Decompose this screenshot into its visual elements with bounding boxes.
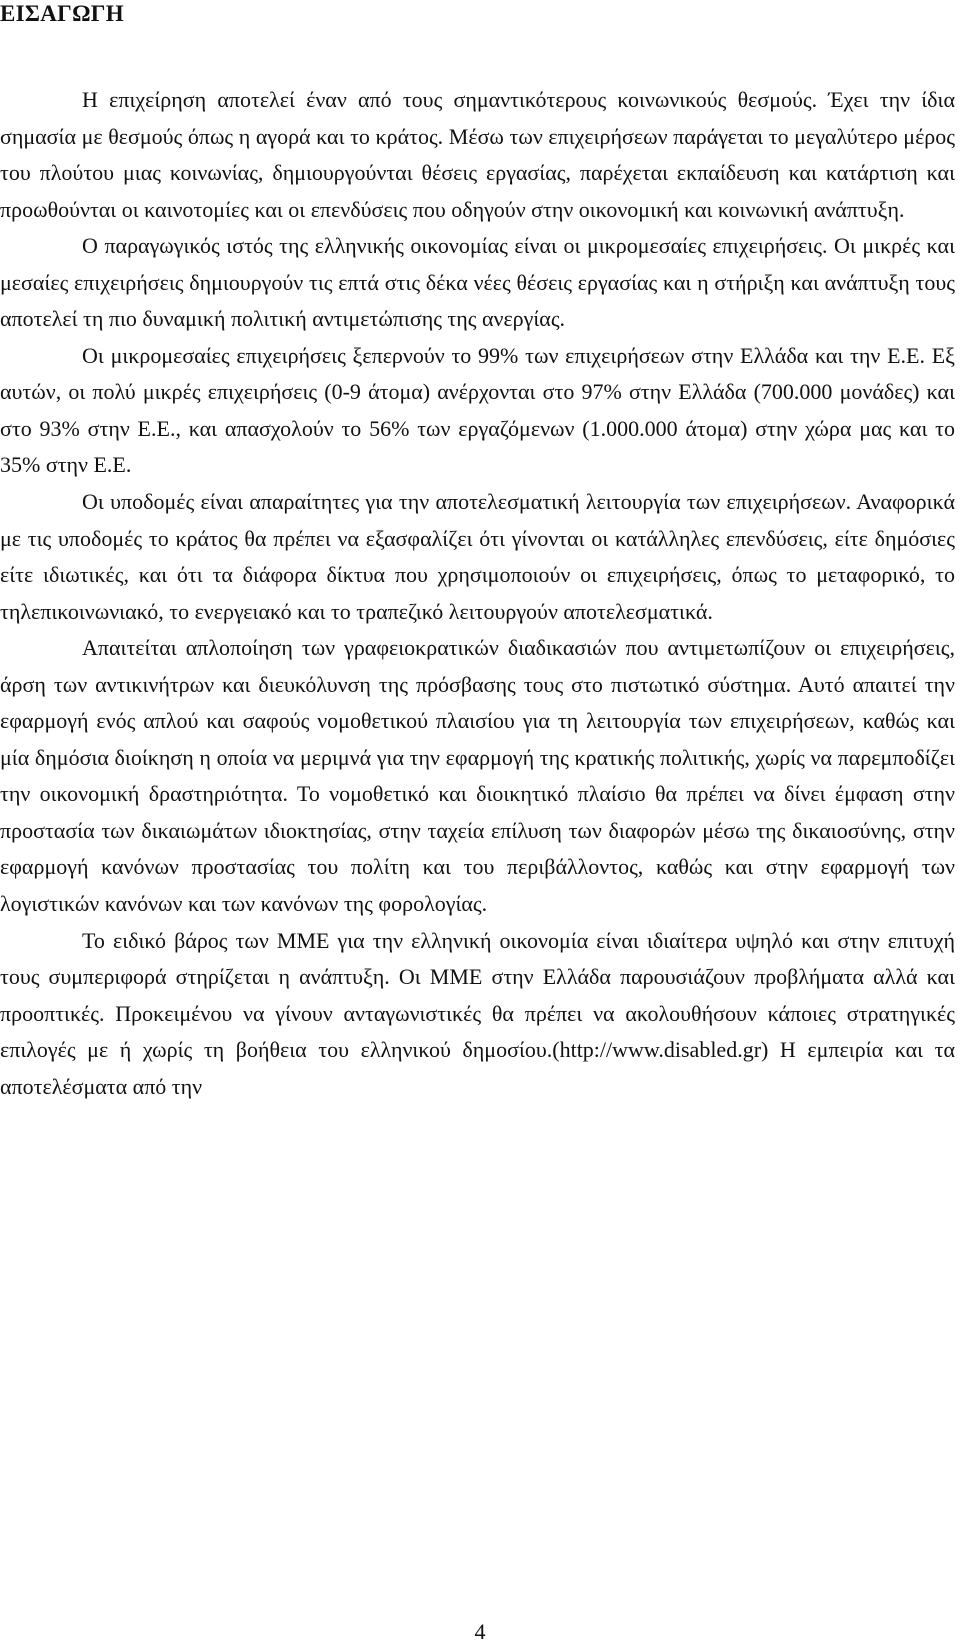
paragraph-4: Οι υποδομές είναι απαραίτητες για την αποτελεσματική λειτουργία των επιχειρήσεων. Αναφορικά με τις υποδομές το κράτος θα πρέπει να εξασφαλίζει ότι γίνονται οι κατάλληλες επενδύσεις, είτε δημόσιες είτε ιδιωτικές, και ότι τα διάφορα δίκτυα που χρησιμοποιούν οι επιχειρήσεις, όπως το μεταφορικό, το τηλεπικοινωνιακό, το ενεργειακό και το τραπεζικό λειτουργούν αποτελεσματικά.	[0, 489, 955, 624]
paragraph-5: Απαιτείται απλοποίηση των γραφειοκρατικών διαδικασιών που αντιμετωπίζουν οι επιχειρήσεις, άρση των αντικινήτρων και διευκόλυνση της πρόσβασης τους στο πιστωτικό σύστημα. Αυτό απαιτεί την εφαρμογή ενός απλού και σαφούς νομοθετικού πλαισίου για τη λειτουργία των επιχειρήσεων, καθώς και μία δημόσια διοίκηση η οποία να μεριμνά για την εφαρμογή της κρατικής πολιτικής, χωρίς να παρεμποδίζει την οικονομική δραστηριότητα. Το νομοθετικό και διοικητικό πλαίσιο θα πρέπει να δίνει έμφαση στην προστασία των δικαιωμάτων ιδιοκτησίας, στην ταχεία επίλυση των διαφορών μέσω της δικαιοσύνης, στην εφαρμογή κανόνων προστασίας του πολίτη και του περιβάλλοντος, καθώς και στην εφαρμογή των λογιστικών κανόνων και των κανόνων της φορολογίας.	[0, 635, 955, 917]
paragraph-2: Ο παραγωγικός ιστός της ελληνικής οικονομίας είναι οι μικρομεσαίες επιχειρήσεις. Οι μικρές και μεσαίες επιχειρήσεις δημιουργούν τις επτά στις δέκα νέες θέσεις εργασίας και η στήριξη και ανάπτυξη τους αποτελεί τη πιο δυναμική πολιτική αντιμετώπισης της ανεργίας.	[0, 233, 955, 332]
section-heading: ΕΙΣΑΓΩΓΗ	[0, 1, 124, 26]
paragraph-3: Οι μικρομεσαίες επιχειρήσεις ξεπερνούν το 99% των επιχειρήσεων στην Ελλάδα και την Ε.Ε. Εξ αυτών, οι πολύ μικρές επιχειρήσεις (0-9 άτομα) ανέρχονται στο 97% στην Ελλάδα (700.000 μονάδες) και στο 93% στην Ε.Ε., και απασχολούν το 56% των εργαζόμενων (1.000.000 άτομα) στην χώρα μας και το 35% στην Ε.Ε.	[0, 342, 955, 478]
body-text	[0, 82, 955, 1105]
paragraph-1: Η επιχείρηση αποτελεί έναν από τους σημαντικότερους κοινωνικούς θεσμούς. Έχει την ίδια σημασία με θεσμούς όπως η αγορά και το κράτος. Μέσω των επιχειρήσεων παράγεται το μεγαλύτερο μέρος του πλούτου μιας κοινωνίας, δημιουργούνται θέσεις εργασίας, παρέχεται εκπαίδευση και κατάρτιση και προωθούνται οι καινοτομίες και οι επενδύσεις που οδηγούν στην οικονομική και κοινωνική ανάπτυξη.	[0, 87, 955, 222]
page-number: 4	[474, 1619, 486, 1644]
paragraph-6: Το ειδικό βάρος των ΜΜΕ για την ελληνική οικονομία είναι ιδιαίτερα υψηλό και στην επιτυχή τους συμπεριφορά στηρίζεται η ανάπτυξη. Οι ΜΜΕ στην Ελλάδα παρουσιάζουν προβλήματα αλλά και προοπτικές. Προκειμένου να γίνουν ανταγωνιστικές θα πρέπει να ακολουθήσουν κάποιες στρατηγικές επιλογές με ή χωρίς τη βοήθεια του ελληνικού δημοσίου.(http://www.disabled.gr) Η εμπειρία και τα αποτελέσματα από την	[0, 927, 955, 1099]
